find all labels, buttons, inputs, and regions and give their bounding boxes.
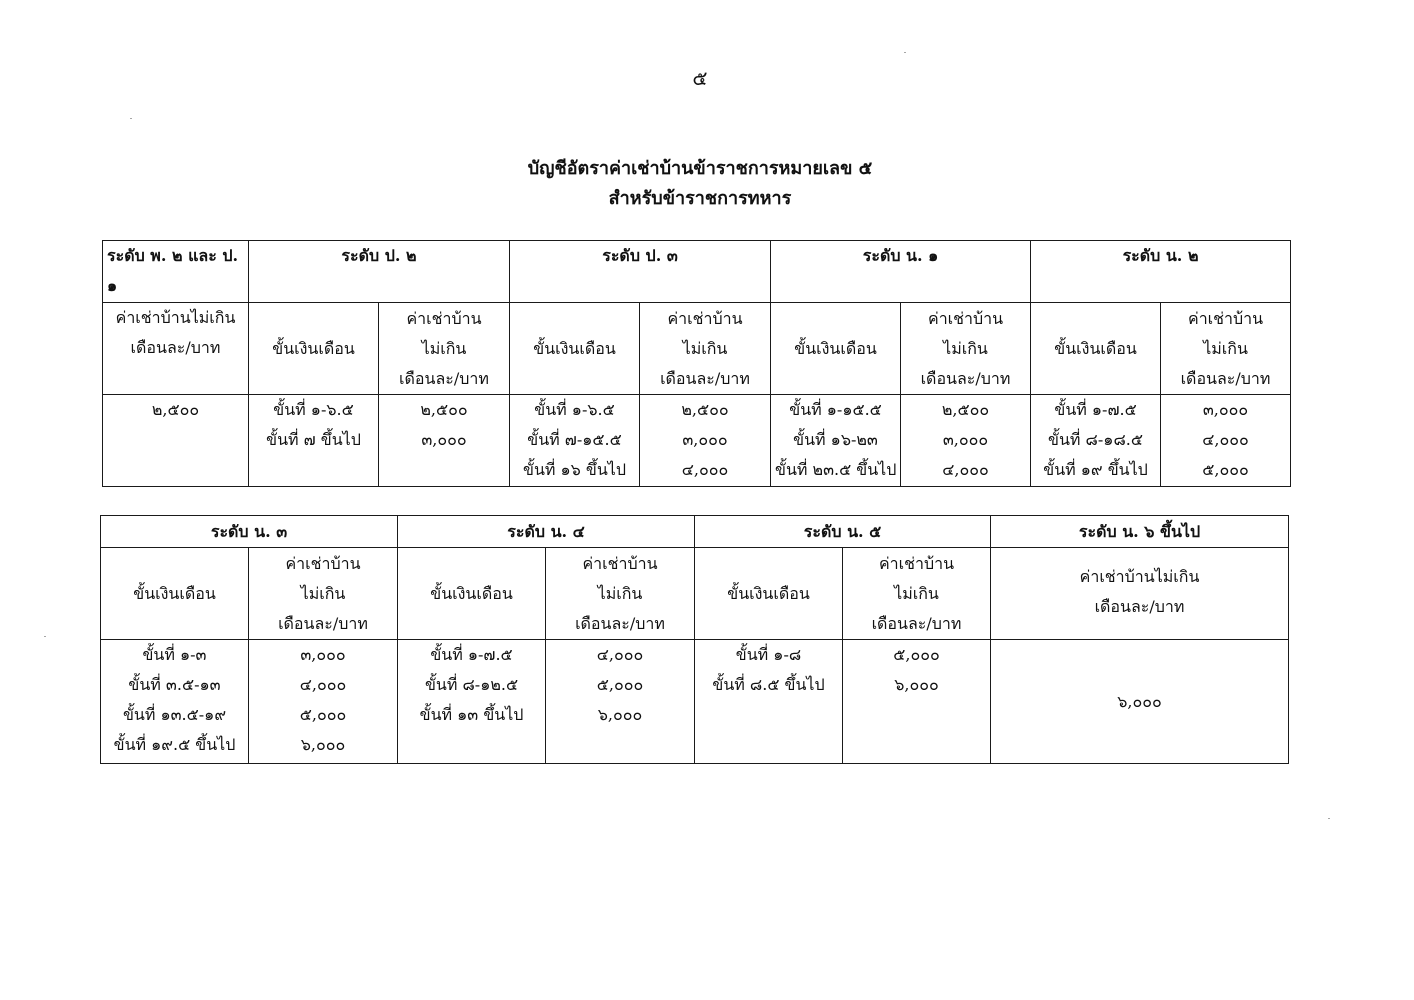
rent-header-line: ค่าเช่าบ้าน	[285, 553, 361, 573]
rent-header-line: เดือนละ/บาท	[130, 338, 221, 357]
rent-header-line: เดือนละ/บาท	[575, 613, 665, 633]
rent-header-line: ไม่เกิน	[943, 338, 988, 358]
salary-steps-p2	[249, 395, 379, 487]
rent-header-line: ค่าเช่าบ้าน	[878, 553, 955, 573]
salary-step: ขั้นที่ ๑-๘	[735, 645, 802, 664]
salary-step: ขั้นที่ ๑-๓	[142, 645, 207, 664]
rent-header-line: ไม่เกิน	[682, 338, 728, 358]
rent-table-1	[102, 240, 1291, 487]
rent-header-line: ค่าเช่าบ้าน	[927, 308, 1004, 328]
rent-header-line: ค่าเช่าบ้าน	[582, 553, 658, 573]
rent-header	[1161, 303, 1291, 395]
rent-header-line: เดือนละ/บาท	[920, 368, 1011, 388]
data-row	[103, 395, 1291, 487]
rent-values-p2	[379, 395, 510, 487]
salary-step: ขั้นที่ ๑-๑๕.๕	[789, 400, 882, 419]
salary-step: ขั้นที่ ๓.๕-๑๓	[128, 675, 221, 694]
level-header-n6-up: ระดับ น. ๖ ขึ้นไป	[991, 516, 1289, 548]
salary-step: ขั้นที่ ๘-๑๒.๕	[424, 675, 519, 694]
rent-values-n2	[1161, 395, 1291, 487]
salary-step: ขั้นที่ ๘-๑๘.๕	[1048, 430, 1143, 449]
salary-step: ขั้นที่ ๘.๕ ขึ้นไป	[712, 675, 825, 694]
rent-header-line: เดือนละ/บาท	[1180, 368, 1271, 388]
rent-values-n1	[901, 395, 1031, 487]
scan-speck	[130, 118, 132, 119]
salary-step: ขั้นที่ ๑๖-๒๓	[793, 430, 878, 449]
rent-value: ๓,๐๐๐	[1202, 400, 1249, 419]
rent-header-line: เดือนละ/บาท	[1094, 597, 1185, 616]
salary-step-header: ขั้นเงินเดือน	[1031, 303, 1161, 395]
rent-value: ๒,๕๐๐	[420, 400, 468, 419]
salary-step-header: ขั้นเงินเดือน	[398, 548, 546, 640]
rent-value: ๔,๐๐๐	[942, 460, 989, 479]
title-line-2: สำหรับข้าราชการทหาร	[608, 188, 792, 209]
salary-step: ขั้นที่ ๑๓ ขึ้นไป	[419, 705, 524, 724]
rent-header-line: ไม่เกิน	[1203, 338, 1248, 358]
rent-header-line: ไม่เกิน	[894, 583, 939, 603]
salary-step: ขั้นที่ ๑-๖.๕	[273, 400, 354, 419]
salary-step-header: ขั้นเงินเดือน	[510, 303, 640, 395]
document-title	[0, 154, 1400, 214]
rent-value: ๔,๐๐๐	[596, 645, 644, 664]
rent-value: ๕,๐๐๐	[893, 645, 940, 664]
rent-values-n4	[546, 640, 695, 764]
salary-step: ขั้นที่ ๑๖ ขึ้นไป	[523, 460, 626, 479]
rent-header-line: เดือนละ/บาท	[278, 613, 368, 633]
rent-table-2	[100, 515, 1289, 764]
rent-values-n5	[843, 640, 991, 764]
rent-header	[843, 548, 991, 640]
salary-step: ขั้นที่ ๑๙ ขึ้นไป	[1043, 460, 1148, 479]
rent-header-p2-p1	[103, 303, 249, 395]
rent-header-line: ค่าเช่าบ้านไม่เกิน	[1079, 567, 1200, 586]
rent-header	[379, 303, 510, 395]
rent-header-line: ไม่เกิน	[597, 583, 643, 603]
rent-value: ๕,๐๐๐	[1202, 460, 1249, 479]
column-header-row	[103, 303, 1291, 395]
rent-values-n3	[249, 640, 398, 764]
scan-speck	[1328, 818, 1330, 819]
salary-step-header: ขั้นเงินเดือน	[771, 303, 901, 395]
rent-value: ๓,๐๐๐	[300, 645, 346, 664]
salary-step-header: ขั้นเงินเดือน	[249, 303, 379, 395]
rent-header-line: เดือนละ/บาท	[660, 368, 750, 388]
level-header-n3: ระดับ น. ๓	[101, 516, 398, 548]
salary-step: ขั้นที่ ๗ ขึ้นไป	[266, 430, 361, 449]
rent-header-line: ค่าเช่าบ้าน	[1187, 308, 1264, 328]
salary-step-header: ขั้นเงินเดือน	[101, 548, 249, 640]
salary-steps-n1	[771, 395, 901, 487]
salary-steps-n4	[398, 640, 546, 764]
level-header-p2-p1: ระดับ พ. ๒ และ ป. ๑	[103, 241, 249, 303]
rent-value: ๓,๐๐๐	[421, 430, 467, 449]
rent-header	[546, 548, 695, 640]
rent-header-line: ค่าเช่าบ้าน	[406, 308, 482, 328]
rent-values-p3	[640, 395, 771, 487]
rent-header	[901, 303, 1031, 395]
scan-speck	[44, 636, 46, 637]
rent-value-n6-up: ๖,๐๐๐	[991, 640, 1289, 764]
page-number: ๕	[692, 66, 708, 90]
level-header-n4: ระดับ น. ๔	[398, 516, 695, 548]
salary-step: ขั้นที่ ๒๓.๕ ขึ้นไป	[775, 460, 897, 479]
rent-value: ๒,๕๐๐	[941, 400, 990, 419]
salary-step: ขั้นที่ ๑-๖.๕	[534, 400, 615, 419]
scan-speck	[904, 52, 906, 53]
rent-value: ๔,๐๐๐	[299, 675, 347, 694]
salary-step: ขั้นที่ ๑-๗.๕	[1054, 400, 1137, 419]
salary-step: ขั้นที่ ๑๙.๕ ขึ้นไป	[113, 735, 236, 754]
salary-steps-p3	[510, 395, 640, 487]
title-line-1: บัญชีอัตราค่าเช่าบ้านข้าราชการหมายเลข ๕	[527, 158, 873, 179]
rent-header-line: ไม่เกิน	[300, 583, 346, 603]
level-header-p3: ระดับ ป. ๓	[510, 241, 771, 303]
rent-value: ๖,๐๐๐	[894, 675, 939, 694]
column-header-row	[101, 548, 1289, 640]
rent-header-line: เดือนละ/บาท	[871, 613, 962, 633]
salary-step-header: ขั้นเงินเดือน	[695, 548, 843, 640]
rent-value: ๓,๐๐๐	[942, 430, 989, 449]
rent-header-line: ไม่เกิน	[421, 338, 467, 358]
rent-value: ๔,๐๐๐	[681, 460, 729, 479]
rent-header-n6-up	[991, 548, 1289, 640]
level-header-n2: ระดับ น. ๒	[1031, 241, 1291, 303]
level-header-n5: ระดับ น. ๕	[695, 516, 991, 548]
level-header-row	[103, 241, 1291, 303]
rent-value-p2-p1: ๒,๕๐๐	[103, 395, 249, 487]
rent-value: ๓,๐๐๐	[682, 430, 728, 449]
salary-steps-n3	[101, 640, 249, 764]
salary-steps-n2	[1031, 395, 1161, 487]
level-header-p2: ระดับ ป. ๒	[249, 241, 510, 303]
salary-step: ขั้นที่ ๑๓.๕-๑๙	[122, 705, 227, 724]
rent-value: ๕,๐๐๐	[299, 705, 347, 724]
rent-header-line: เดือนละ/บาท	[399, 368, 489, 388]
rent-header-line: ค่าเช่าบ้านไม่เกิน	[115, 308, 236, 327]
level-header-row	[101, 516, 1289, 548]
rent-header	[640, 303, 771, 395]
rent-value: ๕,๐๐๐	[596, 675, 644, 694]
rent-value: ๒,๕๐๐	[681, 400, 729, 419]
salary-step: ขั้นที่ ๑-๗.๕	[430, 645, 513, 664]
rent-value: ๖,๐๐๐	[597, 705, 643, 724]
rent-header-line: ค่าเช่าบ้าน	[667, 308, 743, 328]
rent-header	[249, 548, 398, 640]
level-header-n1: ระดับ น. ๑	[771, 241, 1031, 303]
rent-value: ๖,๐๐๐	[300, 735, 346, 754]
salary-step: ขั้นที่ ๗-๑๕.๕	[527, 430, 622, 449]
data-row	[101, 640, 1289, 764]
salary-steps-n5	[695, 640, 843, 764]
rent-value: ๔,๐๐๐	[1202, 430, 1249, 449]
